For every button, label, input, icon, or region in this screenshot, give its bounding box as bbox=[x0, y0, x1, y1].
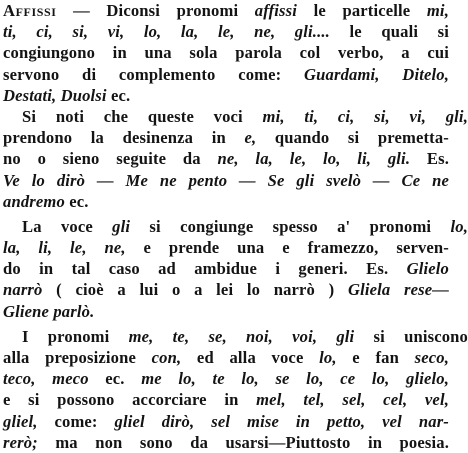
text-line bbox=[3, 106, 468, 127]
text-line bbox=[3, 64, 449, 85]
text-run: no o sieno seguite da bbox=[3, 149, 218, 169]
text-line bbox=[3, 42, 449, 63]
text-run: mi, bbox=[426, 1, 449, 20]
text-run: I pronomi bbox=[22, 326, 129, 346]
text-run: si congiunge spesso a' pronomi bbox=[130, 216, 451, 236]
text-line bbox=[3, 389, 449, 410]
text-run: rerò; bbox=[3, 432, 38, 452]
text-line bbox=[3, 237, 449, 258]
text-run: me lo, te lo, se lo, ce lo, glielo, bbox=[141, 369, 449, 389]
text-run: do in tal caso ad ambidue i generi. Es. bbox=[3, 259, 407, 279]
text-run: ec. bbox=[106, 85, 131, 105]
dictionary-page bbox=[3, 0, 468, 452]
text-run: ec. bbox=[64, 191, 89, 211]
text-line bbox=[3, 0, 449, 21]
text-run: ec. bbox=[88, 369, 142, 389]
text-run: prendono la desinenza in bbox=[3, 128, 245, 148]
entry-affissi-definition bbox=[3, 0, 449, 106]
text-run: Guardami, Ditelo, bbox=[304, 64, 449, 84]
text-line bbox=[3, 258, 449, 279]
text-run: Gliene parlò. bbox=[3, 301, 95, 321]
text-run: ti, ci, si, vi, lo, la, le, ne, gli.... bbox=[3, 22, 330, 42]
text-run: con, bbox=[151, 348, 182, 367]
text-run: quando si premetta- bbox=[256, 128, 449, 148]
paragraph-pronomi bbox=[3, 326, 468, 453]
text-run: andremo bbox=[3, 191, 65, 211]
paragraph-desinenza bbox=[3, 106, 468, 212]
text-run: — Diconsi pronomi bbox=[56, 1, 255, 20]
text-run: gli bbox=[112, 216, 131, 236]
text-line bbox=[3, 21, 449, 42]
text-line bbox=[3, 368, 449, 389]
text-run: La voce bbox=[22, 216, 113, 236]
text-run: mel, tel, sel, cel, vel, bbox=[256, 390, 449, 410]
text-run: Glielo bbox=[406, 259, 449, 279]
text-line bbox=[3, 148, 449, 169]
text-line bbox=[3, 301, 449, 322]
text-line bbox=[3, 127, 449, 148]
text-run: lo, bbox=[450, 216, 468, 236]
text-run: servono di complemento come: bbox=[3, 64, 305, 84]
text-run: teco, meco bbox=[3, 369, 89, 389]
text-run: e fan bbox=[336, 348, 415, 367]
entry-headword: Affissi bbox=[3, 1, 57, 20]
text-run: Destati, Duolsi bbox=[3, 85, 107, 105]
text-run: narrò bbox=[3, 280, 43, 300]
text-run: lo, bbox=[319, 348, 337, 367]
text-run: come: bbox=[37, 411, 115, 431]
text-run: le particelle bbox=[297, 1, 427, 20]
text-line bbox=[3, 432, 449, 453]
text-run: ne, la, le, lo, li, gli. bbox=[217, 149, 411, 169]
text-run: gliel dirò, sel mise in petto, vel nar- bbox=[114, 411, 449, 431]
text-run: ( cioè a lui o a lei lo narrò ) bbox=[42, 280, 348, 300]
text-run: e, bbox=[244, 128, 257, 148]
text-run: ma non sono da usarsi—Piuttosto in poesia. bbox=[37, 432, 449, 452]
text-run: Si noti che queste voci bbox=[22, 106, 263, 126]
text-run: Es. bbox=[410, 149, 450, 169]
text-line bbox=[3, 85, 449, 106]
text-run: e prende una e framezzo, serven- bbox=[125, 238, 449, 258]
text-run: congiungono in una sola parola col verbo, a cui bbox=[3, 43, 449, 63]
text-run: mi, ti, ci, si, vi, gli, bbox=[262, 106, 468, 126]
text-run: affissi bbox=[254, 1, 298, 20]
text-run: la, li, le, ne, bbox=[3, 238, 126, 258]
text-run: seco, bbox=[414, 348, 449, 367]
text-run: e si possono accorciare in bbox=[3, 390, 257, 410]
text-run: Gliela rese— bbox=[347, 280, 449, 300]
text-run: Ve lo dirò — Me ne pento — Se gli svelò — Ce ne bbox=[3, 170, 449, 190]
text-run: si uniscono bbox=[354, 326, 468, 346]
text-run: alla preposizione bbox=[3, 348, 152, 367]
text-line bbox=[3, 411, 449, 432]
text-run: me, te, se, noi, voi, gli bbox=[128, 326, 355, 346]
text-run: ed alla voce bbox=[181, 348, 320, 367]
text-line bbox=[3, 347, 449, 368]
text-run: le quali si bbox=[329, 22, 450, 42]
text-line bbox=[3, 326, 468, 347]
text-line bbox=[3, 216, 468, 237]
text-line bbox=[3, 170, 449, 191]
text-line bbox=[3, 279, 449, 300]
text-line bbox=[3, 191, 449, 212]
paragraph-voce-gli bbox=[3, 216, 468, 322]
text-run: gliel, bbox=[3, 411, 38, 431]
